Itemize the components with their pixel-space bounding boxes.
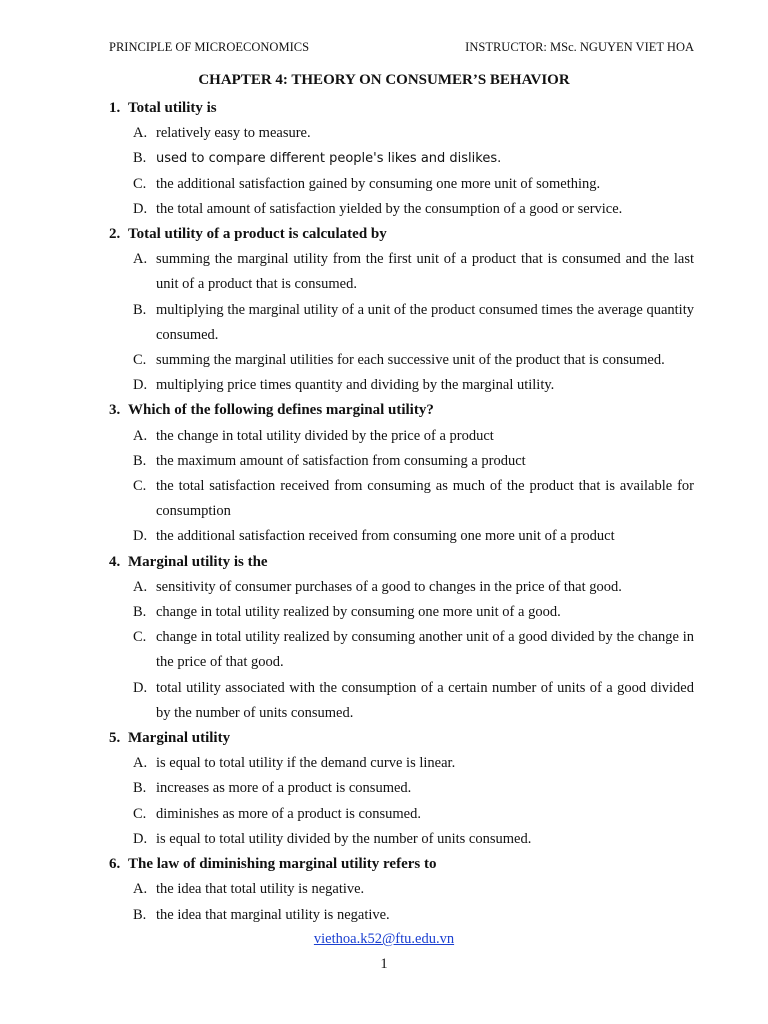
option-letter: A. (133, 427, 148, 444)
course-name: PRINCIPLE OF MICROECONOMICS (109, 40, 310, 54)
option-text: change in total utility realized by consuming another unit of a good divided by the change in the price of that good. (156, 629, 694, 671)
question-text: Which of the following defines marginal utility? (128, 402, 434, 419)
option-text: the total amount of satisfaction yielded by the consumption of a good or service. (156, 200, 623, 217)
option-4-c (133, 625, 694, 675)
option-letter: A. (133, 755, 148, 772)
option-letter: C. (133, 478, 147, 495)
option-5-b (133, 776, 694, 801)
option-letter: A. (133, 881, 148, 898)
option-letter: B. (133, 150, 147, 167)
page-number: 1 (380, 956, 388, 972)
option-text: total utility associated with the consumption of a certain number of units of a good divided by the number of units consumed. (156, 679, 694, 721)
question-number: 2. (109, 226, 121, 243)
option-1-d (133, 197, 694, 222)
email-link[interactable]: viethoa.k52@ftu.edu.vn (313, 931, 455, 947)
chapter-title: CHAPTER 4: THEORY ON CONSUMER’S BEHAVIOR (198, 72, 570, 88)
option-3-d (133, 524, 694, 549)
option-text: the additional satisfaction gained by consuming one more unit of something. (156, 175, 601, 192)
option-text: sensitivity of consumer purchases of a good to changes in the price of that good. (156, 578, 622, 595)
option-1-b (133, 146, 694, 171)
option-text: the idea that marginal utility is negative. (156, 906, 390, 923)
option-1-a (133, 121, 694, 146)
question-number: 6. (109, 856, 121, 873)
option-2-b (133, 298, 694, 348)
option-2-c (133, 348, 694, 373)
option-text: change in total utility realized by consuming one more unit of a good. (156, 604, 561, 621)
option-text: the change in total utility divided by the price of a product (156, 427, 494, 444)
option-3-a (133, 424, 694, 449)
question-1 (109, 96, 694, 121)
option-1-c (133, 172, 694, 197)
question-6 (109, 852, 694, 877)
option-text: increases as more of a product is consumed. (156, 780, 412, 797)
option-letter: D. (133, 200, 148, 217)
instructor-name: INSTRUCTOR: MSc. NGUYEN VIET HOA (465, 40, 694, 54)
option-letter: B. (133, 906, 147, 923)
question-3 (109, 398, 694, 423)
option-4-a (133, 575, 694, 600)
option-4-b (133, 600, 694, 625)
question-number: 3. (109, 402, 121, 419)
option-letter: B. (133, 452, 147, 469)
question-text: Total utility of a product is calculated by (128, 226, 387, 243)
question-number: 5. (109, 730, 121, 747)
option-letter: C. (133, 805, 147, 822)
option-letter: A. (133, 578, 148, 595)
option-text: is equal to total utility divided by the number of units consumed. (156, 830, 532, 847)
option-text: multiplying the marginal utility of a unit of the product consumed times the average quantity consumed. (156, 301, 694, 343)
option-letter: D. (133, 528, 148, 545)
option-2-a (133, 247, 694, 297)
option-text: relatively easy to measure. (156, 125, 311, 142)
option-6-b (133, 903, 694, 928)
option-text: the idea that total utility is negative. (156, 881, 365, 898)
page-header (109, 40, 694, 60)
option-text: used to compare different people's likes and dislikes. (156, 151, 502, 167)
question-4 (109, 550, 694, 575)
question-text: Marginal utility (128, 730, 231, 747)
option-3-b (133, 449, 694, 474)
option-2-d (133, 373, 694, 398)
question-5 (109, 726, 694, 751)
question-text: Total utility is (128, 100, 217, 116)
option-4-d (133, 676, 694, 726)
question-text: The law of diminishing marginal utility refers to (128, 856, 437, 873)
question-list (109, 96, 694, 928)
option-text: the additional satisfaction received from consuming one more unit of a product (156, 528, 615, 545)
option-letter: C. (133, 352, 147, 369)
option-text: multiplying price times quantity and dividing by the marginal utility. (156, 377, 555, 394)
option-3-c (133, 474, 694, 524)
option-text: summing the marginal utilities for each successive unit of the product that is consumed. (156, 352, 665, 369)
option-letter: D. (133, 830, 148, 847)
footer-email (0, 931, 768, 948)
option-text: the total satisfaction received from consuming as much of the product that is available for consumption (156, 478, 694, 520)
option-letter: D. (133, 377, 148, 394)
option-5-a (133, 751, 694, 776)
option-letter: B. (133, 780, 147, 797)
option-letter: A. (133, 125, 148, 142)
option-5-d (133, 827, 694, 852)
option-letter: A. (133, 251, 148, 268)
option-letter: B. (133, 301, 147, 318)
option-text: is equal to total utility if the demand curve is linear. (156, 755, 456, 772)
question-text: Marginal utility is the (128, 553, 268, 570)
question-number: 1. (109, 100, 121, 116)
option-letter: C. (133, 175, 147, 192)
option-6-a (133, 877, 694, 902)
option-letter: B. (133, 604, 147, 621)
option-5-c (133, 802, 694, 827)
option-text: the maximum amount of satisfaction from consuming a product (156, 452, 526, 469)
option-letter: D. (133, 679, 148, 696)
option-text: summing the marginal utility from the first unit of a product that is consumed and the last unit of a product that is consumed. (156, 251, 694, 293)
option-text: diminishes as more of a product is consumed. (156, 805, 421, 822)
question-number: 4. (109, 553, 121, 570)
option-letter: C. (133, 629, 147, 646)
question-2 (109, 222, 694, 247)
